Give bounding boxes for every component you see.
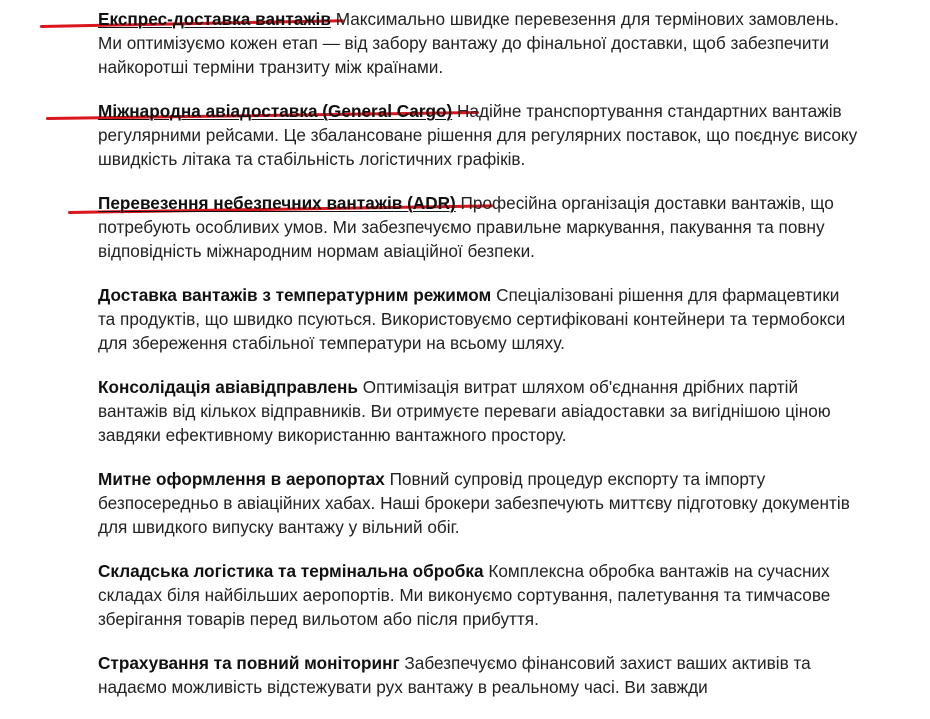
service-title: Складська логістика та термінальна обробка [98,561,484,581]
service-title: Доставка вантажів з температурним режимом [98,285,492,305]
service-temperature-controlled [98,283,858,355]
service-consolidation [98,375,858,447]
service-description: Повний супровід процедур експорту та імпорту безпосередньо в авіаційних хабах. Наші брокери забезпечують миттєву підготовку документів для швидкого випуску вантажу у вільний обіг. [98,469,850,537]
service-title: Консолідація авіавідправлень [98,377,358,397]
service-title: Перевезення небезпечних вантажів (ADR) [98,193,456,213]
services-list [98,7,858,719]
service-warehousing [98,559,858,631]
service-description: Максимально швидке перевезення для термінових замовлень. Ми оптимізуємо кожен етап — від забору вантажу до фінальної доставки, щоб забезпечити найкоротші терміни транзиту між країнами. [98,9,839,77]
service-dangerous-goods [98,191,858,263]
service-description: Забезпечуємо фінансовий захист ваших активів та надаємо можливість відстежувати рух вантажу в реальному часі. Ви завжди [98,653,811,697]
service-customs [98,467,858,539]
service-express [98,7,858,79]
service-title: Митне оформлення в аеропортах [98,469,385,489]
service-description: Спеціалізовані рішення для фармацевтики та продуктів, що швидко псуються. Використовуємо сертифіковані контейнери та термобокси для збереження стабільної температури на всьому шляху. [98,285,846,353]
service-insurance-monitoring [98,651,858,699]
service-title: Експрес-доставка вантажів [98,9,331,29]
service-description: Оптимізація витрат шляхом об'єднання дрібних партій вантажів від кількох відправників. Ви отримуєте переваги авіадоставки за вигіднішою ціною завдяки ефективному використанню вантажного простору. [98,377,831,445]
service-title: Міжнародна авіадоставка (General Cargo) [98,101,453,121]
service-description: Професійна організація доставки вантажів, що потребують особливих умов. Ми забезпечуємо правильне маркування, пакування та повну відповідність міжнародним нормам авіаційної безпеки. [98,193,834,261]
service-description: Надійне транспортування стандартних вантажів регулярними рейсами. Це збалансоване рішення для регулярних поставок, що поєднує високу швидкість літака та стабільність логістичних графіків. [98,101,858,169]
service-description: Комплексна обробка вантажів на сучасних складах біля найбільших аеропортів. Ми виконуємо сортування, палетування та тимчасове зберігання товарів перед вильотом або після прибуття. [98,561,831,629]
service-general-cargo [98,99,858,171]
service-title: Страхування та повний моніторинг [98,653,400,673]
